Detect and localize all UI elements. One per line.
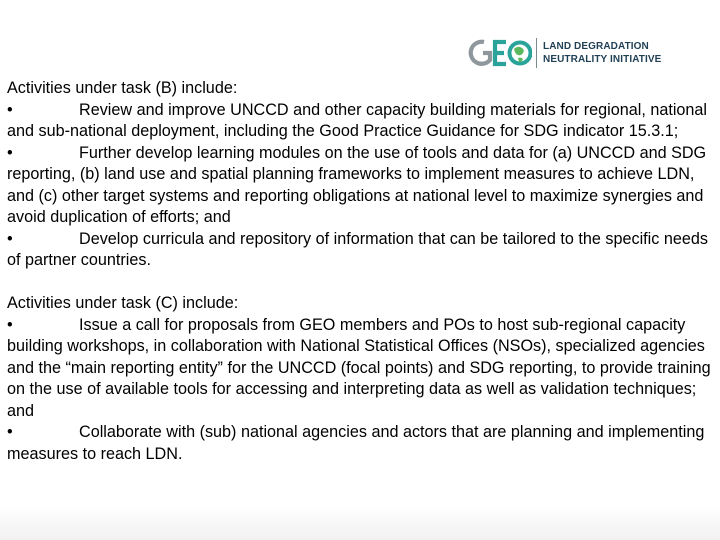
body-text [7, 78, 719, 465]
section-task-b [7, 78, 719, 272]
bullet-text: Further develop learning modules on the use of tools and data for (a) UNCCD and SDG reporting, (b) land use and spatial planning frameworks to implement measures to achieve LDN, and (c) other target systems and reporting obligations at national level to maximize synergies and avoid duplication of efforts; and [7, 143, 707, 226]
logo-wordmark [543, 40, 661, 66]
bullet-item [7, 143, 719, 229]
bullet-glyph: • [7, 229, 13, 248]
bullet-glyph: • [7, 143, 13, 162]
bullet-item [7, 422, 719, 465]
section-task-c [7, 293, 719, 465]
bullet-item [7, 100, 719, 143]
bullet-item [7, 229, 719, 272]
bullet-glyph: • [7, 423, 13, 441]
paragraph-gap [7, 272, 719, 294]
bullet-glyph: • [7, 315, 13, 334]
section-title: Activities under task (B) include: [7, 79, 238, 97]
bullet-glyph: • [7, 100, 13, 119]
logo-line-1: LAND DEGRADATION [543, 41, 649, 52]
ldn-logo [468, 36, 661, 70]
bullet-item [7, 315, 719, 423]
geo-logo-mark [468, 36, 532, 70]
section-title: Activities under task (C) include: [7, 294, 239, 312]
bullet-text: Develop curricula and repository of information that can be tailored to the specific needs of partner countries. [7, 229, 708, 269]
bullet-text: Issue a call for proposals from GEO members and POs to host sub-regional capacity building workshops, in collaboration with National Statistical Offices (NSOs), specialized agencies and the “main reporting entity” for the UNCCD (focal points) and SDG reporting, to provide training on the use of available tools for accessing and interpreting data as well as validation techniques; and [7, 315, 711, 420]
bullet-text: Collaborate with (sub) national agencies and actors that are planning and implementing measures to reach LDN. [7, 423, 705, 463]
bottom-shade [0, 506, 720, 540]
logo-divider [536, 38, 537, 68]
logo-line-2: NEUTRALITY INITIATIVE [543, 54, 662, 65]
bullet-text: Review and improve UNCCD and other capacity building materials for regional, national and sub-national deployment, including the Good Practice Guidance for SDG indicator 15.3.1; [7, 100, 708, 140]
